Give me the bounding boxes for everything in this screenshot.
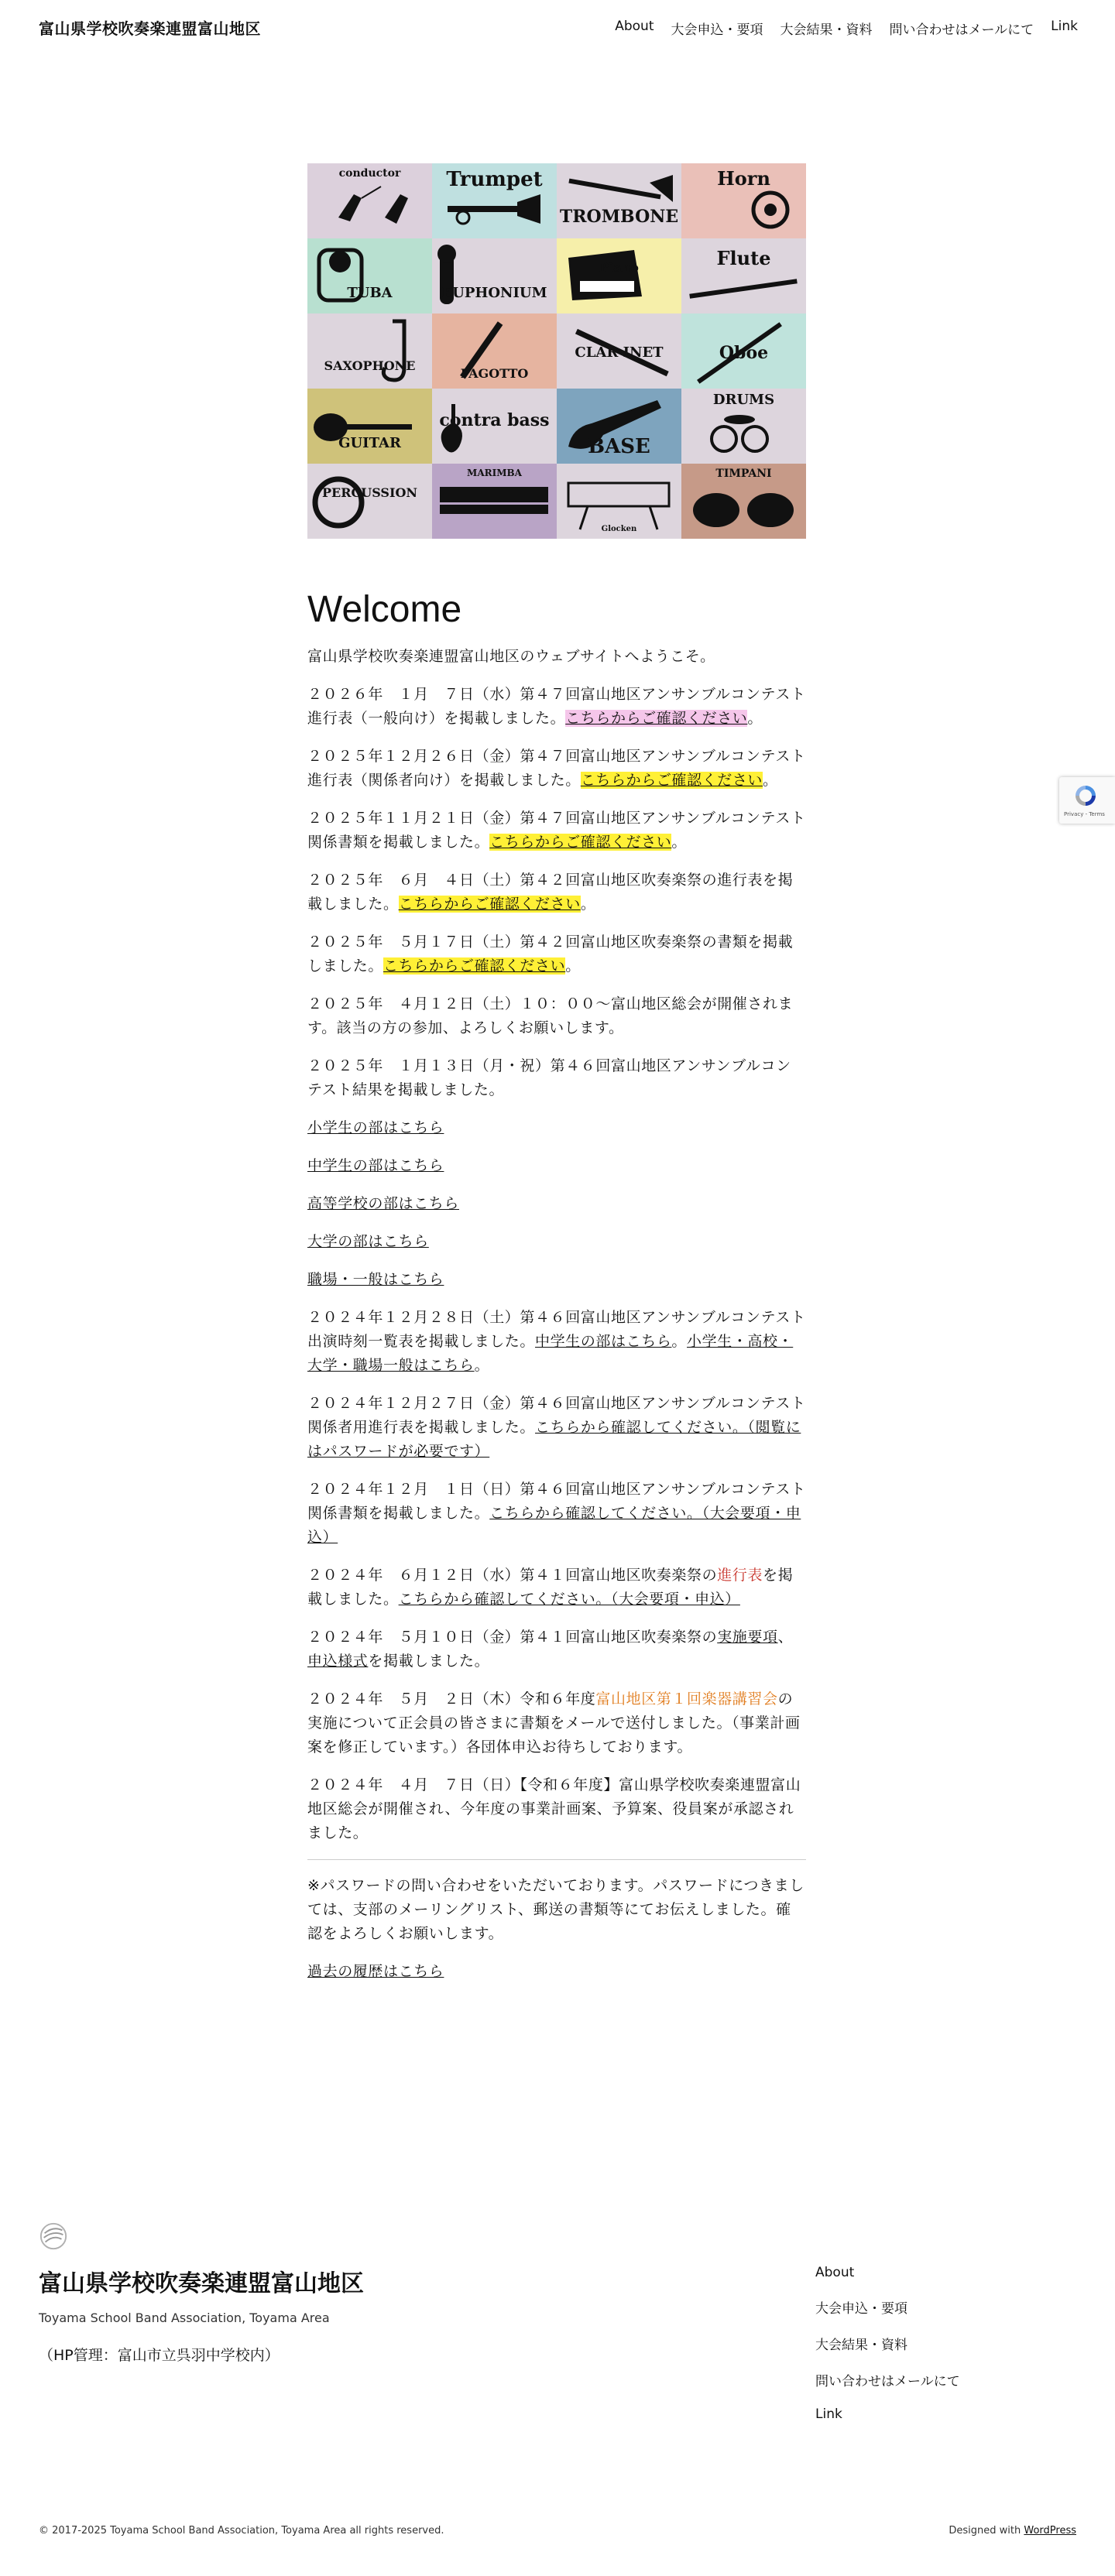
news-item: ２０２５年１１月２１日（金）第４７回富山地区アンサンブルコンテスト関係書類を掲載しました。こちらからご確認ください。 <box>307 810 806 851</box>
divider <box>307 1859 806 1860</box>
instrument-label: EUPHONIUM <box>441 285 547 301</box>
instrument-tile <box>307 389 432 464</box>
instrument-icon <box>307 238 432 313</box>
instrument-tile <box>681 313 806 389</box>
footer-nav-entry[interactable]: 大会申込・要項 <box>815 2301 907 2317</box>
instrument-icon <box>557 163 681 238</box>
news-item: ２０２４年１２月 １日（日）第４６回富山地区アンサンブルコンテスト関係書類を掲載しました。こちらから確認してください。（大会要項・申込） <box>307 1481 806 1546</box>
footer-nav-contact[interactable]: 問い合わせはメールにて <box>815 2374 960 2389</box>
designed-with: Designed with WordPress <box>949 2525 1076 2537</box>
news-item: ２０２５年 ５月１７日（土）第４２回富山地区吹奏楽祭の書類を掲載しました。こちらからご確認ください。 <box>307 933 794 975</box>
history-link[interactable]: 過去の履歴はこちら <box>307 1963 444 1980</box>
footer-nav <box>815 2265 960 2422</box>
result-link-university[interactable]: 大学の部はこちら <box>307 1233 429 1250</box>
recaptcha-text[interactable]: Privacy - Terms <box>1064 811 1105 817</box>
instrument-label: Trumpet <box>446 168 543 191</box>
instrument-label: MARIMBA <box>467 468 522 478</box>
result-link-elementary[interactable]: 小学生の部はこちら <box>307 1119 444 1136</box>
news-item: ２０２４年 ６月１２日（水）第４１回富山地区吹奏楽祭の進行表を掲載しました。こちらから確認してください。（大会要項・申込） <box>307 1567 794 1608</box>
result-link-item <box>307 1116 806 1140</box>
footer-nav-about[interactable]: About <box>815 2265 855 2280</box>
news-item: ２０２４年 ４月 ７日（日）【令和６年度】富山県学校吹奏楽連盟富山地区総会が開催され、今年度の事業計画案、予算案、役員案が承認されました。 <box>307 1776 801 1841</box>
instrument-tile <box>681 238 806 313</box>
main-content <box>307 588 806 1998</box>
instrument-tile <box>557 163 681 238</box>
instrument-tile <box>681 464 806 539</box>
instrument-tile <box>557 313 681 389</box>
instrument-label: Glocken <box>601 525 637 533</box>
site-logo-icon <box>39 2221 68 2251</box>
news-item: ２０２５年１２月２６日（金）第４７回富山地区アンサンブルコンテスト進行表（関係者向け）を掲載しました。こちらからご確認ください。 <box>307 748 806 789</box>
instrument-icon <box>557 238 681 313</box>
instrument-tile <box>307 163 432 238</box>
result-link-item <box>307 1192 806 1216</box>
instrument-label: DRUMS <box>712 392 775 408</box>
news-link[interactable]: 申込様式 <box>307 1653 369 1670</box>
news-item: ２０２６年 １月 ７日（水）第４７回富山地区アンサンブルコンテスト進行表（一般向け）を掲載しました。こちらからご確認ください。 <box>307 686 806 727</box>
instrument-label: FAGOTTO <box>460 366 529 381</box>
instrument-tile <box>681 389 806 464</box>
instrument-tile <box>557 389 681 464</box>
news-link[interactable]: こちらからご確認ください <box>383 957 566 975</box>
instrument-label: BASE <box>588 435 650 458</box>
news-link[interactable]: こちらからご確認ください <box>489 834 672 851</box>
instrument-icon <box>307 464 432 539</box>
progress-table-text: 進行表 <box>717 1567 763 1584</box>
nav-entry[interactable]: 大会申込・要項 <box>671 22 763 38</box>
news-item: ２０２４年１２月２８日（土）第４６回富山地区アンサンブルコンテスト出演時刻一覧表を掲載しました。中学生の部はこちら。小学生・高校・大学・職場一般はこちら。 <box>307 1309 806 1374</box>
footer-admin-note: （HP管理：富山市立呉羽中学校内） <box>39 2347 280 2364</box>
news-item: ２０２４年 ５月１０日（金）第４１回富山地区吹奏楽祭の実施要項、申込様式を掲載しました。 <box>307 1629 794 1670</box>
instrument-label: Piano <box>599 260 639 275</box>
instrument-tile <box>432 238 557 313</box>
news-link[interactable]: こちらから確認してください。（大会要項・申込） <box>307 1505 801 1546</box>
instrument-label: PERCUSSION <box>321 485 417 500</box>
news-item: ２０２５年 ６月 ４日（土）第４２回富山地区吹奏楽祭の進行表を掲載しました。こちらからご確認ください。 <box>307 872 794 913</box>
instrument-label: TUBA <box>347 285 393 301</box>
news-item: ２０２５年 ４月１２日（土）１０：００〜富山地区総会が開催されます。該当の方の参加、よろしくお願いします。 <box>307 995 794 1036</box>
footer-nav-results[interactable]: 大会結果・資料 <box>815 2338 907 2353</box>
nav-results[interactable]: 大会結果・資料 <box>780 22 873 38</box>
instrument-label: Horn <box>717 167 770 190</box>
instrument-label: Flute <box>716 247 771 269</box>
site-header <box>0 0 1115 54</box>
result-link-item <box>307 1230 806 1254</box>
instrument-icon <box>307 389 432 464</box>
result-link-junior-high[interactable]: 中学生の部はこちら <box>307 1157 444 1174</box>
page-title: Welcome <box>307 589 462 630</box>
lesson-title-text: 富山地区第１回楽器講習会 <box>595 1690 778 1708</box>
news-item: ２０２５年 １月１３日（月・祝）第４６回富山地区アンサンブルコンテスト結果を掲載しました。 <box>307 1057 791 1098</box>
instrument-label: GUITAR <box>338 435 401 451</box>
instrument-collage <box>307 163 806 539</box>
main-nav <box>615 19 1078 38</box>
news-item: ２０２４年 ５月 ２日（木）令和６年度富山地区第１回楽器講習会の実施について正会員の皆さまに書類をメールで送付しました。（事業計画案を修正しています。）各団体申込お待ちしております。 <box>307 1690 801 1756</box>
news-link[interactable]: こちらから確認してください。（大会要項・申込） <box>398 1591 740 1608</box>
history-link-item <box>307 1960 806 1984</box>
result-link-high-school[interactable]: 高等学校の部はこちら <box>307 1195 460 1212</box>
wordpress-link[interactable]: WordPress <box>1024 2525 1076 2537</box>
footer-site-title[interactable]: 富山県学校吹奏楽連盟富山地区 <box>39 2270 364 2297</box>
instrument-tile <box>681 163 806 238</box>
instrument-icon <box>432 238 557 313</box>
site-title[interactable]: 富山県学校吹奏楽連盟富山地区 <box>39 19 261 38</box>
result-link-item <box>307 1268 806 1292</box>
instrument-label: TIMPANI <box>715 468 772 480</box>
instrument-tile <box>307 464 432 539</box>
news-link[interactable]: こちらからご確認ください <box>565 710 748 727</box>
news-item: ２０２４年１２月２７日（金）第４６回富山地区アンサンブルコンテスト関係者用進行表を掲載しました。こちらから確認してください。（閲覧にはパスワードが必要です） <box>307 1395 806 1460</box>
copyright-text: © 2017-2025 Toyama School Band Association, Toyama Area all rights reserved. <box>39 2525 444 2537</box>
instrument-tile <box>307 238 432 313</box>
instrument-tile <box>432 163 557 238</box>
news-link[interactable]: こちらからご確認ください <box>398 896 581 913</box>
instrument-tile <box>432 389 557 464</box>
result-link-item <box>307 1154 806 1178</box>
recaptcha-icon <box>1073 783 1098 808</box>
nav-about[interactable]: About <box>615 19 654 34</box>
instrument-label: Oboe <box>719 343 769 363</box>
result-link-general[interactable]: 職場・一般はこちら <box>307 1271 444 1288</box>
instrument-tile <box>432 464 557 539</box>
instrument-tile <box>557 464 681 539</box>
instrument-tile <box>307 313 432 389</box>
news-link[interactable]: 実施要項 <box>717 1629 778 1646</box>
nav-link[interactable]: Link <box>1051 19 1078 34</box>
password-note: ※パスワードの問い合わせをいただいております。パスワードにつきましては、支部のメーリングリスト、郵送の書類等にてお伝えしました。確認をよろしくお願いします。 <box>307 1877 805 1942</box>
instrument-label: CLAR INET <box>575 344 664 361</box>
news-link[interactable]: 中学生の部はこちら <box>535 1333 672 1350</box>
instrument-icon <box>307 313 432 389</box>
nav-contact[interactable]: 問い合わせはメールにて <box>889 22 1034 38</box>
recaptcha-badge[interactable] <box>1059 777 1115 824</box>
instrument-label: conductor <box>338 167 401 180</box>
footer-nav-link[interactable]: Link <box>815 2406 842 2422</box>
instrument-label: TROMBONE <box>559 207 679 227</box>
news-link[interactable]: 小学生・高校・大学・職場一般はこちら <box>307 1333 794 1374</box>
instrument-label: contra bass <box>439 410 550 430</box>
news-link[interactable]: こちらからご確認ください <box>580 772 763 789</box>
instrument-label: SAXOPHONE <box>324 358 416 373</box>
footer-tagline: Toyama School Band Association, Toyama Area <box>39 2311 330 2325</box>
news-link[interactable]: こちらから確認してください。（閲覧にはパスワードが必要です） <box>307 1419 801 1460</box>
instrument-tile <box>557 238 681 313</box>
instrument-tile <box>432 313 557 389</box>
intro-text: 富山県学校吹奏楽連盟富山地区のウェブサイトへようこそ。 <box>307 648 715 665</box>
